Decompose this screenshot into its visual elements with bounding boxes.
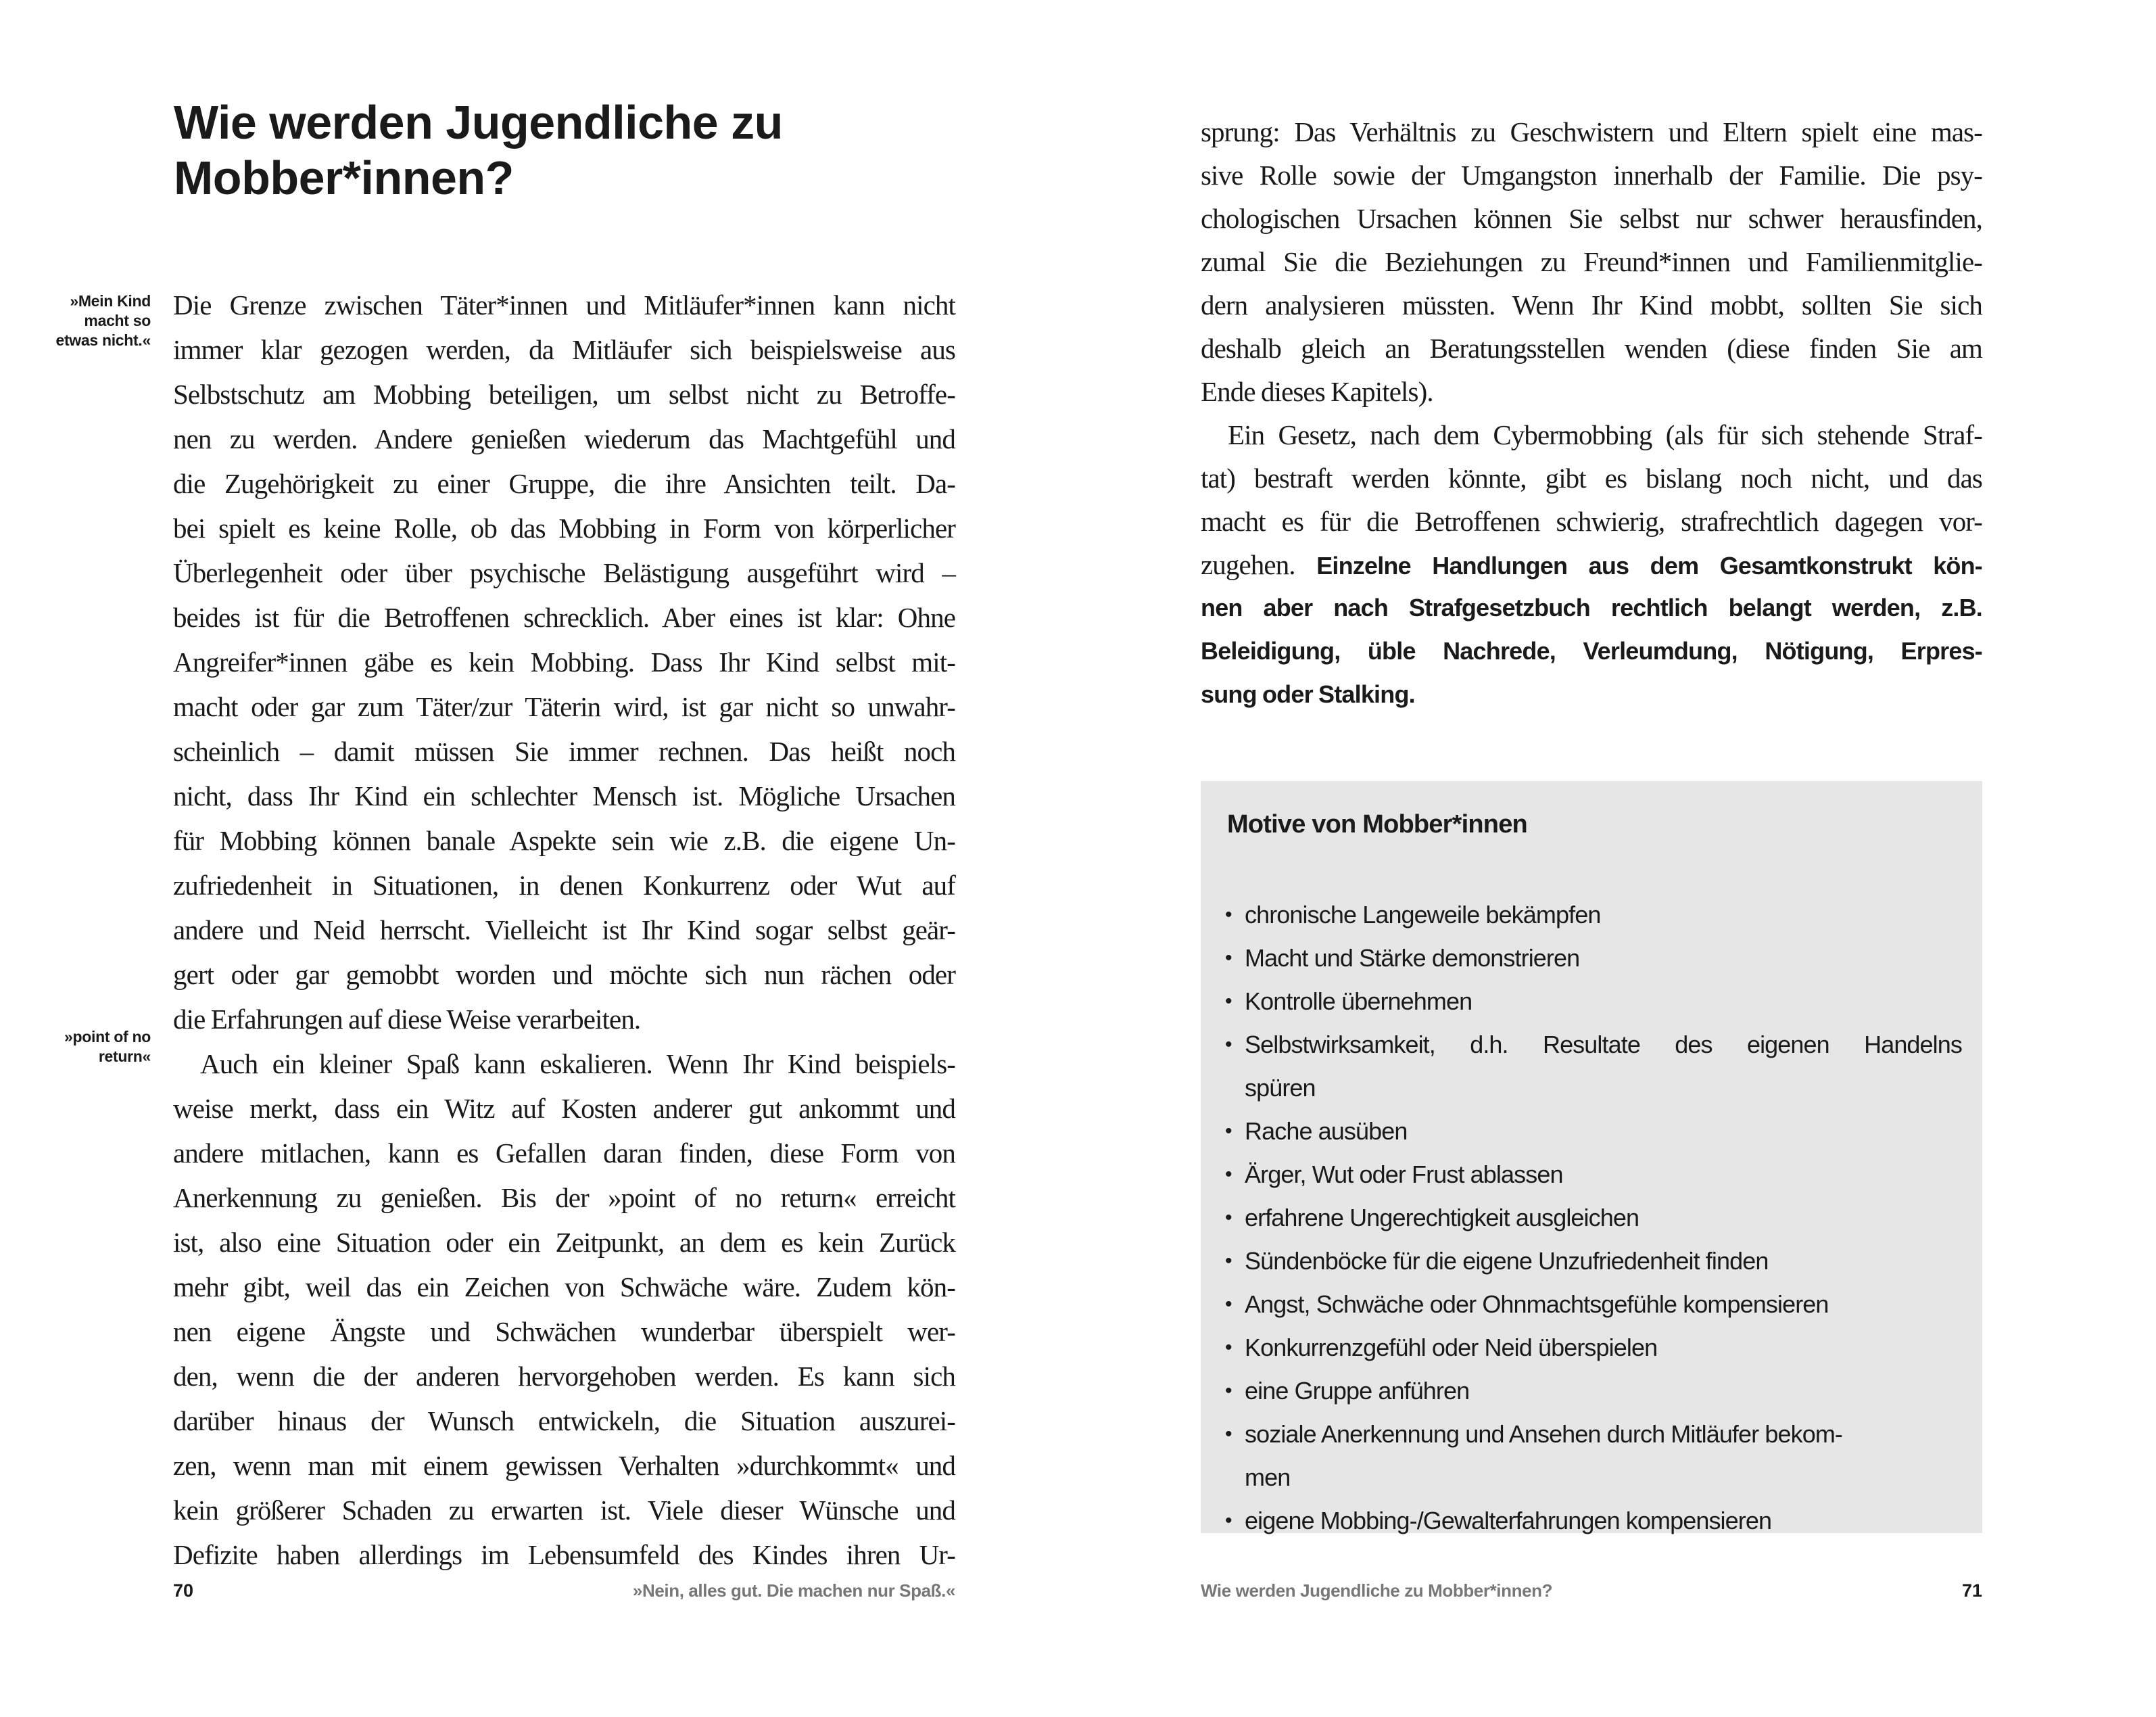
body-line: für Mobbing können banale Aspekte sein wie z.B. die eigene Un-	[173, 825, 955, 856]
body-line: beides ist für die Betroffenen schrecklich. Aber eines ist klar: Ohne	[173, 602, 955, 633]
body-line: scheinlich – damit müssen Sie immer rechnen. Das heißt noch	[173, 736, 955, 767]
body-line: Auch ein kleiner Spaß kann eskalieren. Wenn Ihr Kind beispiels-	[200, 1048, 955, 1079]
bold-body-line: sung oder Stalking.	[1201, 680, 1415, 708]
body-line: ist, also eine Situation oder ein Zeitpunkt, an dem es kein Zurück	[173, 1227, 955, 1258]
bullet-icon: •	[1225, 1423, 1232, 1445]
bullet-icon: •	[1225, 1120, 1232, 1142]
body-line: macht oder gar zum Täter/zur Täterin wird, ist gar nicht so unwahr-	[173, 691, 955, 722]
body-line: sive Rolle sowie der Umgangston innerhalb der Familie. Die psy-	[1201, 160, 1982, 191]
chapter-title-line: Mobber*innen?	[174, 151, 514, 204]
body-line: andere mitlachen, kann es Gefallen daran finden, diese Form von	[173, 1137, 955, 1169]
bullet-icon: •	[1225, 1293, 1232, 1315]
body-line: macht es für die Betroffenen schwierig, strafrechtlich dagegen vor-	[1201, 506, 1982, 537]
body-line: Anerkennung zu genießen. Bis der »point of no return« erreicht	[173, 1182, 955, 1213]
margin-note-line: »Mein Kind	[70, 292, 151, 310]
list-item: • Konkurrenzgefühl oder Neid überspielen	[1225, 1326, 1962, 1369]
body-line: Überlegenheit oder über psychische Belästigung ausgeführt wird –	[173, 557, 955, 588]
body-line: die Erfahrungen auf diese Weise verarbeiten.	[173, 1004, 641, 1035]
bullet-icon: •	[1225, 1206, 1232, 1229]
bullet-icon: •	[1225, 1163, 1232, 1185]
body-line: Angreifer*innen gäbe es kein Mobbing. Dass Ihr Kind selbst mit-	[173, 646, 955, 678]
running-head-left: »Nein, alles gut. Die machen nur Spaß.«	[632, 1580, 955, 1601]
bullet-icon: •	[1225, 1250, 1232, 1272]
body-line: Ein Gesetz, nach dem Cybermobbing (als für sich stehende Straf-	[1228, 419, 1982, 450]
body-line: zumal Sie die Beziehungen zu Freund*innen und Familienmitglie-	[1201, 246, 1982, 277]
body-line: deshalb gleich an Beratungsstellen wenden (diese finden Sie am	[1201, 333, 1982, 364]
body-line: nicht, dass Ihr Kind ein schlechter Mensch ist. Mögliche Ursachen	[173, 780, 955, 812]
body-line: zufriedenheit in Situationen, in denen Konkurrenz oder Wut auf	[173, 870, 955, 901]
body-line: bei spielt es keine Rolle, ob das Mobbing in Form von körperlicher	[173, 513, 955, 544]
motives-list	[1225, 893, 1962, 1543]
list-item: • erfahrene Ungerechtigkeit ausgleichen	[1225, 1196, 1962, 1240]
bold-body-line: nen aber nach Strafgesetzbuch rechtlich belangt werden, z.B.	[1201, 594, 1982, 621]
bold-body-line: Beleidigung, üble Nachrede, Verleumdung, Nötigung, Erpres-	[1201, 637, 1982, 665]
margin-note-line: etwas nicht.«	[55, 331, 151, 349]
bullet-icon: •	[1225, 903, 1232, 926]
body-line: Selbstschutz am Mobbing beteiligen, um selbst nicht zu Betroffe-	[173, 379, 955, 410]
bullet-icon: •	[1225, 947, 1232, 969]
list-item: • eine Gruppe anführen	[1225, 1369, 1962, 1413]
list-item: • chronische Langeweile bekämpfen	[1225, 893, 1962, 937]
bullet-icon: •	[1225, 1380, 1232, 1402]
body-line: dern analysieren müssten. Wenn Ihr Kind mobbt, sollten Sie sich	[1201, 289, 1982, 321]
regular-run: zugehen.	[1201, 549, 1317, 580]
body-line: darüber hinaus der Wunsch entwickeln, die Situation auszurei-	[173, 1405, 955, 1436]
list-item: • Sündenböcke für die eigene Unzufriedenheit finden	[1225, 1240, 1962, 1283]
body-line: andere und Neid herrscht. Vielleicht ist Ihr Kind sogar selbst geär-	[173, 914, 955, 945]
body-line: die Zugehörigkeit zu einer Gruppe, die ihre Ansichten teilt. Da-	[173, 468, 955, 499]
page-number-right: 71	[1961, 1580, 1982, 1601]
running-head-right: Wie werden Jugendliche zu Mobber*innen?	[1201, 1580, 1553, 1601]
body-line: nen eigene Ängste und Schwächen wunderbar überspielt wer-	[173, 1316, 955, 1347]
page-number-left: 70	[173, 1580, 194, 1601]
list-item: • Rache ausüben	[1225, 1110, 1962, 1153]
body-line: Defizite haben allerdings im Lebensumfeld des Kindes ihren Ur-	[173, 1539, 955, 1570]
list-item: • eigene Mobbing-/Gewalterfahrungen kompensieren	[1225, 1499, 1962, 1543]
bold-run: Einzelne Handlungen aus dem Gesamtkonstrukt kön-	[1316, 552, 1982, 580]
body-line: sprung: Das Verhältnis zu Geschwistern und Eltern spielt eine mas-	[1201, 116, 1982, 147]
body-line: nen zu werden. Andere genießen wiederum das Machtgefühl und	[173, 423, 955, 454]
body-line: chologischen Ursachen können Sie selbst nur schwer herausfinden,	[1201, 203, 1982, 234]
margin-note-mein-kind	[0, 291, 151, 350]
margin-note-line: return«	[98, 1048, 151, 1065]
body-line: Die Grenze zwischen Täter*innen und Mitläufer*innen kann nicht	[173, 289, 955, 321]
bullet-icon: •	[1225, 1336, 1232, 1359]
margin-note-point-of-no-return	[0, 1027, 151, 1066]
body-line: kein größerer Schaden zu erwarten ist. Viele dieser Wünsche und	[173, 1495, 955, 1526]
body-line: mehr gibt, weil das ein Zeichen von Schwäche wäre. Zudem kön-	[173, 1271, 955, 1302]
list-item: • Ärger, Wut oder Frust ablassen	[1225, 1153, 1962, 1196]
chapter-title-line: Wie werden Jugendliche zu	[174, 96, 783, 149]
chapter-title	[174, 95, 783, 206]
list-item: • Angst, Schwäche oder Ohnmachtsgefühle kompensieren	[1225, 1283, 1962, 1326]
list-item: • soziale Anerkennung und Ansehen durch Mitläufer bekom- men	[1225, 1413, 1962, 1499]
body-line: gert oder gar gemobbt worden und möchte sich nun rächen oder	[173, 959, 955, 990]
body-line: den, wenn die der anderen hervorgehoben werden. Es kann sich	[173, 1361, 955, 1392]
body-line: immer klar gezogen werden, da Mitläufer sich beispielsweise aus	[173, 334, 955, 365]
bullet-icon: •	[1225, 1033, 1232, 1056]
list-item: • Kontrolle übernehmen	[1225, 980, 1962, 1023]
body-line-mixed	[1201, 543, 1982, 586]
margin-note-line: »point of no	[64, 1028, 151, 1045]
body-line: weise merkt, dass ein Witz auf Kosten anderer gut ankommt und	[173, 1093, 955, 1124]
list-item: • Macht und Stärke demonstrieren	[1225, 937, 1962, 980]
bullet-icon: •	[1225, 1509, 1232, 1532]
margin-note-line: macht so	[84, 312, 151, 329]
info-box-title: Motive von Mobber*innen	[1227, 810, 1527, 839]
motives-info-box	[1201, 781, 1982, 1533]
bullet-icon: •	[1225, 990, 1232, 1012]
body-line: zen, wenn man mit einem gewissen Verhalten »durchkommt« und	[173, 1450, 955, 1481]
body-line: Ende dieses Kapitels).	[1201, 376, 1433, 407]
right-page	[1078, 0, 2156, 1717]
list-item: • Selbstwirksamkeit, d.h. Resultate des eigenen Handelns spüren	[1225, 1023, 1962, 1110]
body-line: tat) bestraft werden könnte, gibt es bislang noch nicht, und das	[1201, 463, 1982, 494]
